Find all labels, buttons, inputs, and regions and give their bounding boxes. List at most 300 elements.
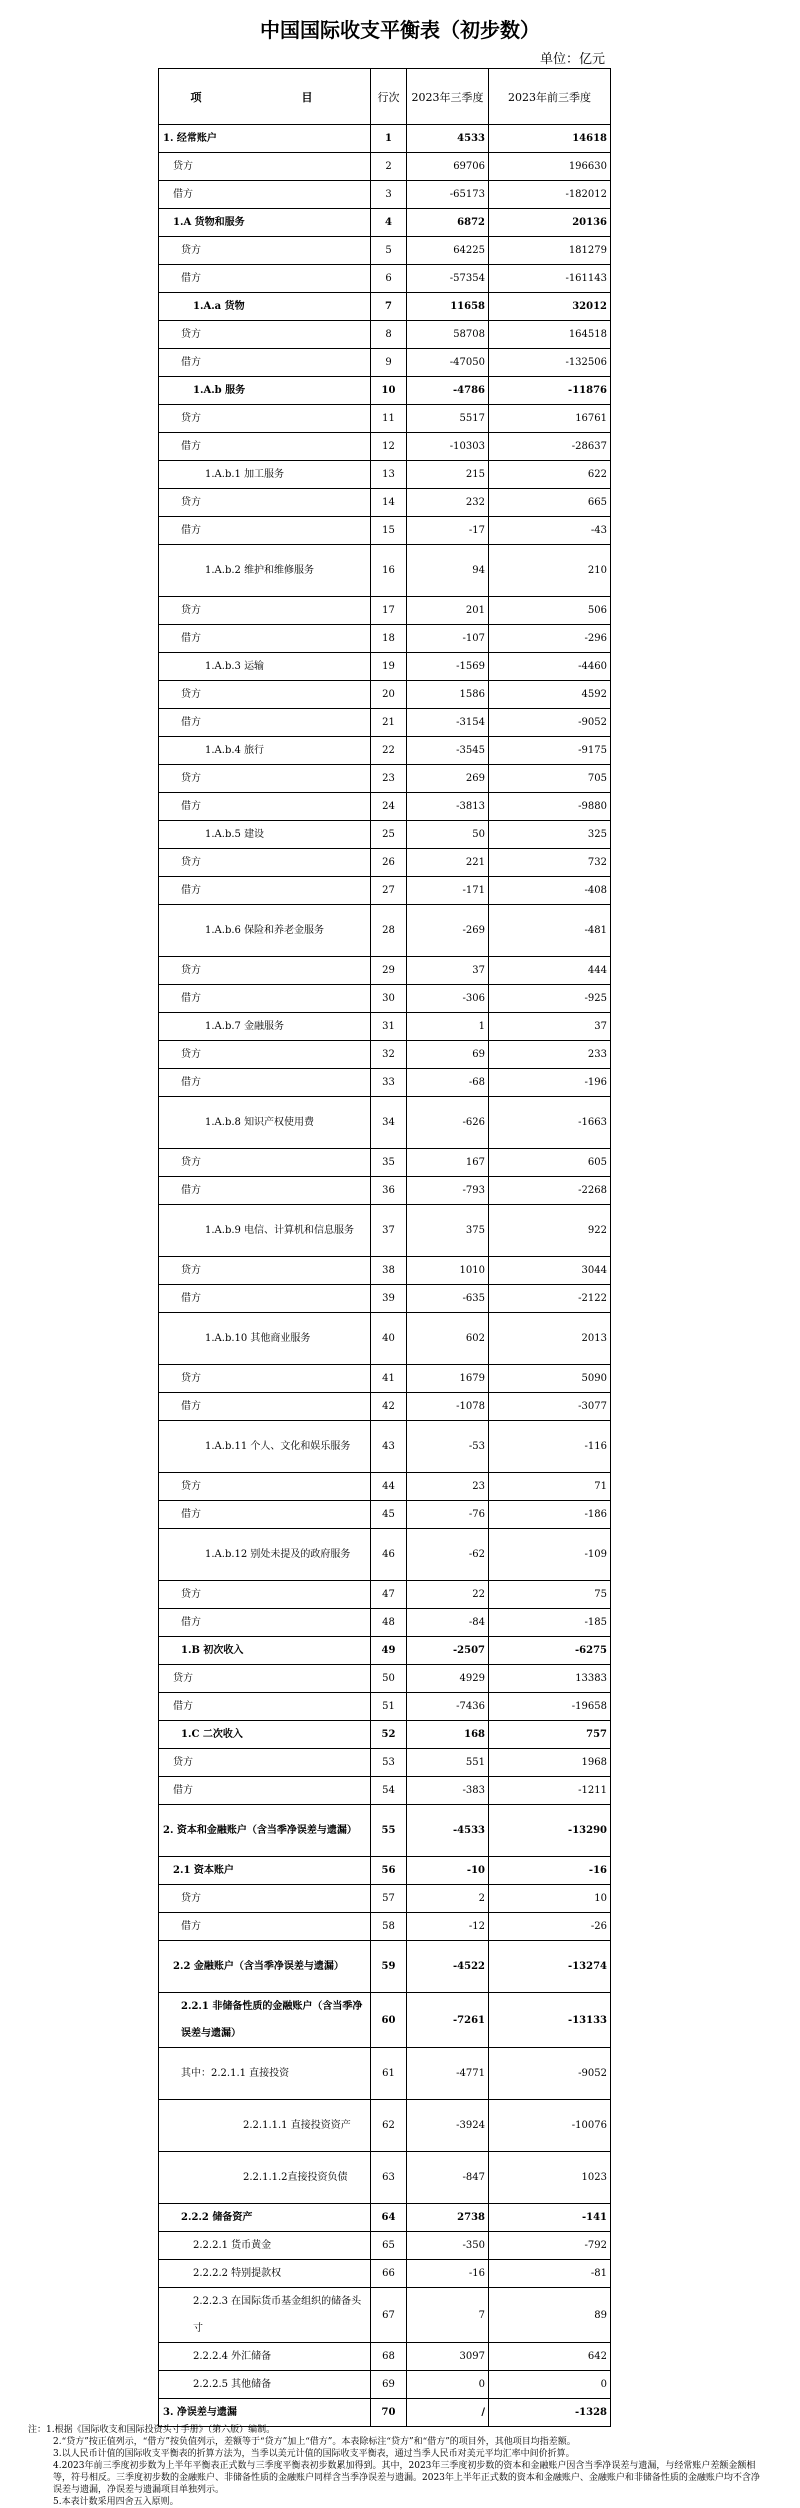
row-q3-value: 94 <box>407 545 489 597</box>
row-line: 56 <box>371 1857 407 1885</box>
row-ytd-value: -28637 <box>489 433 611 461</box>
row-ytd-value: 5090 <box>489 1365 611 1393</box>
row-label: 贷方 <box>159 1365 371 1393</box>
table-row <box>159 2371 611 2399</box>
row-ytd-value: 0 <box>489 2371 611 2399</box>
row-ytd-value: -185 <box>489 1609 611 1637</box>
table-row <box>159 1149 611 1177</box>
table-row <box>159 209 611 237</box>
row-label: 1.A.b.12 别处未提及的政府服务 <box>159 1529 371 1581</box>
row-ytd-value: -11876 <box>489 377 611 405</box>
table-row <box>159 1913 611 1941</box>
row-ytd-value: -1328 <box>489 2399 611 2427</box>
table-row <box>159 293 611 321</box>
row-q3-value: -7436 <box>407 1693 489 1721</box>
row-line: 54 <box>371 1777 407 1805</box>
row-line: 18 <box>371 625 407 653</box>
table-row <box>159 877 611 905</box>
table-row <box>159 181 611 209</box>
table-row <box>159 1393 611 1421</box>
row-label: 1.A.b.4 旅行 <box>159 737 371 765</box>
row-label: 贷方 <box>159 489 371 517</box>
row-ytd-value: 1968 <box>489 1749 611 1777</box>
row-line: 61 <box>371 2048 407 2100</box>
row-line: 43 <box>371 1421 407 1473</box>
table-row <box>159 1285 611 1313</box>
table-row <box>159 1205 611 1257</box>
row-ytd-value: -182012 <box>489 181 611 209</box>
table-row <box>159 1693 611 1721</box>
row-q3-value: 221 <box>407 849 489 877</box>
table-row <box>159 1529 611 1581</box>
row-label: 2.2.2 储备资产 <box>159 2204 371 2232</box>
row-ytd-value: 32012 <box>489 293 611 321</box>
row-ytd-value: 10 <box>489 1885 611 1913</box>
row-line: 17 <box>371 597 407 625</box>
row-line: 13 <box>371 461 407 489</box>
row-ytd-value: -3077 <box>489 1393 611 1421</box>
row-q3-value: -3545 <box>407 737 489 765</box>
row-ytd-value: -196 <box>489 1069 611 1097</box>
row-line: 34 <box>371 1097 407 1149</box>
row-q3-value: -1569 <box>407 653 489 681</box>
row-label: 借方 <box>159 1913 371 1941</box>
header-ytd: 2023年前三季度 <box>489 69 611 125</box>
row-line: 49 <box>371 1637 407 1665</box>
row-ytd-value: -296 <box>489 625 611 653</box>
row-label: 借方 <box>159 793 371 821</box>
row-label: 贷方 <box>159 849 371 877</box>
table-body <box>159 125 611 2427</box>
row-q3-value: 1679 <box>407 1365 489 1393</box>
row-ytd-value: -6275 <box>489 1637 611 1665</box>
row-line: 12 <box>371 433 407 461</box>
row-label: 贷方 <box>159 321 371 349</box>
table-row <box>159 377 611 405</box>
page-title: 中国国际收支平衡表（初步数） <box>260 18 540 42</box>
row-ytd-value: 705 <box>489 765 611 793</box>
row-q3-value: 3097 <box>407 2343 489 2371</box>
row-ytd-value: 757 <box>489 1721 611 1749</box>
table-row <box>159 405 611 433</box>
row-ytd-value: -9880 <box>489 793 611 821</box>
row-line: 21 <box>371 709 407 737</box>
row-q3-value: 168 <box>407 1721 489 1749</box>
row-ytd-value: 14618 <box>489 125 611 153</box>
row-ytd-value: -2122 <box>489 1285 611 1313</box>
row-q3-value: -68 <box>407 1069 489 1097</box>
row-q3-value: 50 <box>407 821 489 849</box>
footnotes <box>28 2424 768 2508</box>
row-label: 其中：2.2.1.1 直接投资 <box>159 2048 371 2100</box>
table-row <box>159 2288 611 2343</box>
table-header-row <box>159 69 611 125</box>
row-q3-value: 4533 <box>407 125 489 153</box>
row-q3-value: -10303 <box>407 433 489 461</box>
row-line: 20 <box>371 681 407 709</box>
row-q3-value: 602 <box>407 1313 489 1365</box>
row-ytd-value: -792 <box>489 2232 611 2260</box>
row-ytd-value: -13133 <box>489 1993 611 2048</box>
row-line: 4 <box>371 209 407 237</box>
row-line: 53 <box>371 1749 407 1777</box>
table-row <box>159 433 611 461</box>
table-row <box>159 2204 611 2232</box>
row-line: 22 <box>371 737 407 765</box>
row-ytd-value: 732 <box>489 849 611 877</box>
row-line: 44 <box>371 1473 407 1501</box>
row-q3-value: -2507 <box>407 1637 489 1665</box>
row-ytd-value: -141 <box>489 2204 611 2232</box>
table-row <box>159 1777 611 1805</box>
row-q3-value: 69 <box>407 1041 489 1069</box>
row-q3-value: 232 <box>407 489 489 517</box>
row-label: 2. 资本和金融账户（含当季净误差与遗漏） <box>159 1805 371 1857</box>
row-line: 28 <box>371 905 407 957</box>
table-row <box>159 597 611 625</box>
row-ytd-value: -10076 <box>489 2100 611 2152</box>
row-label: 1. 经常账户 <box>159 125 371 153</box>
row-q3-value: -47050 <box>407 349 489 377</box>
row-label: 借方 <box>159 1069 371 1097</box>
row-q3-value: / <box>407 2399 489 2427</box>
row-q3-value: 2 <box>407 1885 489 1913</box>
row-line: 6 <box>371 265 407 293</box>
table-row <box>159 237 611 265</box>
table-row <box>159 1637 611 1665</box>
table-row <box>159 1313 611 1365</box>
row-q3-value: 69706 <box>407 153 489 181</box>
row-label: 1.A.b.7 金融服务 <box>159 1013 371 1041</box>
table-row <box>159 1749 611 1777</box>
table-row <box>159 2399 611 2427</box>
row-label: 借方 <box>159 1693 371 1721</box>
row-q3-value: 201 <box>407 597 489 625</box>
row-label: 贷方 <box>159 1473 371 1501</box>
row-label: 1.A.b 服务 <box>159 377 371 405</box>
row-line: 62 <box>371 2100 407 2152</box>
row-q3-value: 1586 <box>407 681 489 709</box>
row-line: 68 <box>371 2343 407 2371</box>
row-q3-value: -626 <box>407 1097 489 1149</box>
footnote: 注：1.根据《国际收支和国际投资头寸手册》（第六版）编制。 <box>28 2425 276 2435</box>
table-row <box>159 321 611 349</box>
row-ytd-value: 622 <box>489 461 611 489</box>
row-label: 借方 <box>159 1285 371 1313</box>
row-line: 57 <box>371 1885 407 1913</box>
row-label: 借方 <box>159 1609 371 1637</box>
table-row <box>159 1041 611 1069</box>
table-row <box>159 1609 611 1637</box>
row-line: 47 <box>371 1581 407 1609</box>
footnote: 4.2023年前三季度初步数为上半年平衡表正式数与三季度平衡表初步数累加得到。其中，2023年三季度初步数的资本和金融账户因含当季净误差与遗漏，与经常账户差额金额相等，符号相反。三季度初步数的金融账户、非储备性质的金融账户同样含当季净误差与遗漏。2023年上半年正式数的资本和金融账户、金融账户和非储备性质的金融账户均不含净误差与遗漏，净误差与遗漏项目单独列示。 <box>53 2461 760 2495</box>
row-ytd-value: -16 <box>489 1857 611 1885</box>
row-q3-value: -65173 <box>407 181 489 209</box>
row-line: 64 <box>371 2204 407 2232</box>
row-ytd-value: 665 <box>489 489 611 517</box>
row-ytd-value: 325 <box>489 821 611 849</box>
row-q3-value: -1078 <box>407 1393 489 1421</box>
row-ytd-value: -81 <box>489 2260 611 2288</box>
row-line: 16 <box>371 545 407 597</box>
row-label: 贷方 <box>159 957 371 985</box>
row-label: 贷方 <box>159 1257 371 1285</box>
row-label: 贷方 <box>159 765 371 793</box>
row-line: 7 <box>371 293 407 321</box>
row-ytd-value: 506 <box>489 597 611 625</box>
row-q3-value: 23 <box>407 1473 489 1501</box>
table-row <box>159 625 611 653</box>
row-label: 1.A.a 货物 <box>159 293 371 321</box>
row-ytd-value: -9052 <box>489 709 611 737</box>
row-q3-value: -269 <box>407 905 489 957</box>
row-line: 2 <box>371 153 407 181</box>
row-q3-value: 5517 <box>407 405 489 433</box>
table-row <box>159 265 611 293</box>
row-label: 1.A.b.5 建设 <box>159 821 371 849</box>
row-ytd-value: -26 <box>489 1913 611 1941</box>
row-ytd-value: 20136 <box>489 209 611 237</box>
footnote: 5.本表计数采用四舍五入原则。 <box>53 2497 179 2507</box>
table-row <box>159 957 611 985</box>
row-label: 借方 <box>159 433 371 461</box>
table-row <box>159 709 611 737</box>
row-label: 贷方 <box>159 597 371 625</box>
row-ytd-value: -13274 <box>489 1941 611 1993</box>
row-label: 2.2.2.1 货币黄金 <box>159 2232 371 2260</box>
table-row <box>159 2048 611 2100</box>
row-label: 1.C 二次收入 <box>159 1721 371 1749</box>
unit-label: 单位：亿元 <box>540 52 606 67</box>
row-ytd-value: 89 <box>489 2288 611 2343</box>
row-label: 2.2.2.5 其他储备 <box>159 2371 371 2399</box>
row-q3-value: 1 <box>407 1013 489 1041</box>
table-row <box>159 461 611 489</box>
row-line: 50 <box>371 1665 407 1693</box>
row-line: 59 <box>371 1941 407 1993</box>
row-line: 40 <box>371 1313 407 1365</box>
row-label: 1.A.b.10 其他商业服务 <box>159 1313 371 1365</box>
row-ytd-value: -116 <box>489 1421 611 1473</box>
row-q3-value: -847 <box>407 2152 489 2204</box>
row-label: 1.A 货物和服务 <box>159 209 371 237</box>
row-label: 借方 <box>159 517 371 545</box>
table-row <box>159 681 611 709</box>
row-label: 借方 <box>159 181 371 209</box>
row-line: 5 <box>371 237 407 265</box>
row-label: 贷方 <box>159 1665 371 1693</box>
row-ytd-value: -19658 <box>489 1693 611 1721</box>
row-ytd-value: -4460 <box>489 653 611 681</box>
table-row <box>159 985 611 1013</box>
row-line: 26 <box>371 849 407 877</box>
table-row <box>159 1501 611 1529</box>
table-row <box>159 125 611 153</box>
table-row <box>159 1097 611 1149</box>
row-q3-value: -10 <box>407 1857 489 1885</box>
row-line: 63 <box>371 2152 407 2204</box>
row-label: 2.2.1 非储备性质的金融账户（含当季净误差与遗漏） <box>159 1993 371 2048</box>
row-ytd-value: -408 <box>489 877 611 905</box>
row-line: 8 <box>371 321 407 349</box>
row-line: 67 <box>371 2288 407 2343</box>
row-q3-value: 4929 <box>407 1665 489 1693</box>
row-q3-value: -635 <box>407 1285 489 1313</box>
row-q3-value: 64225 <box>407 237 489 265</box>
table-row <box>159 1857 611 1885</box>
row-q3-value: -76 <box>407 1501 489 1529</box>
row-label: 1.A.b.11 个人、文化和娱乐服务 <box>159 1421 371 1473</box>
row-q3-value: 167 <box>407 1149 489 1177</box>
row-ytd-value: -2268 <box>489 1177 611 1205</box>
row-q3-value: -793 <box>407 1177 489 1205</box>
row-line: 37 <box>371 1205 407 1257</box>
table-row <box>159 349 611 377</box>
row-ytd-value: 2013 <box>489 1313 611 1365</box>
row-label: 1.A.b.2 维护和维修服务 <box>159 545 371 597</box>
table-row <box>159 517 611 545</box>
row-q3-value: 11658 <box>407 293 489 321</box>
row-q3-value: -16 <box>407 2260 489 2288</box>
row-line: 46 <box>371 1529 407 1581</box>
row-label: 3. 净误差与遗漏 <box>159 2399 371 2427</box>
table-row <box>159 489 611 517</box>
row-label: 2.2.1.1.2直接投资负债 <box>159 2152 371 2204</box>
row-q3-value: -3813 <box>407 793 489 821</box>
row-ytd-value: -161143 <box>489 265 611 293</box>
row-q3-value: 269 <box>407 765 489 793</box>
row-line: 30 <box>371 985 407 1013</box>
table-row <box>159 2260 611 2288</box>
row-label: 借方 <box>159 985 371 1013</box>
table-row <box>159 821 611 849</box>
row-label: 贷方 <box>159 1581 371 1609</box>
row-ytd-value: 181279 <box>489 237 611 265</box>
table-row <box>159 545 611 597</box>
table-row <box>159 849 611 877</box>
table-row <box>159 1421 611 1473</box>
row-ytd-value: -1663 <box>489 1097 611 1149</box>
row-label: 贷方 <box>159 237 371 265</box>
row-ytd-value: 37 <box>489 1013 611 1041</box>
row-q3-value: 551 <box>407 1749 489 1777</box>
table-row <box>159 1581 611 1609</box>
row-ytd-value: 1023 <box>489 2152 611 2204</box>
row-q3-value: -7261 <box>407 1993 489 2048</box>
row-label: 1.B 初次收入 <box>159 1637 371 1665</box>
row-ytd-value: -9052 <box>489 2048 611 2100</box>
row-label: 借方 <box>159 1501 371 1529</box>
row-label: 借方 <box>159 1177 371 1205</box>
row-line: 39 <box>371 1285 407 1313</box>
row-line: 15 <box>371 517 407 545</box>
table-row <box>159 1257 611 1285</box>
row-q3-value: 375 <box>407 1205 489 1257</box>
row-line: 27 <box>371 877 407 905</box>
row-line: 19 <box>371 653 407 681</box>
row-label: 2.2 金融账户（含当季净误差与遗漏） <box>159 1941 371 1993</box>
row-label: 1.A.b.1 加工服务 <box>159 461 371 489</box>
row-ytd-value: -9175 <box>489 737 611 765</box>
row-q3-value: -62 <box>407 1529 489 1581</box>
row-q3-value: 2738 <box>407 2204 489 2232</box>
row-ytd-value: 16761 <box>489 405 611 433</box>
table-row <box>159 1805 611 1857</box>
table-row <box>159 1885 611 1913</box>
row-label: 贷方 <box>159 681 371 709</box>
row-label: 借方 <box>159 625 371 653</box>
row-line: 60 <box>371 1993 407 2048</box>
table-row <box>159 653 611 681</box>
header-item: 项 目 <box>159 69 371 125</box>
row-label: 1.A.b.3 运输 <box>159 653 371 681</box>
row-q3-value: -84 <box>407 1609 489 1637</box>
row-q3-value: 0 <box>407 2371 489 2399</box>
row-ytd-value: -186 <box>489 1501 611 1529</box>
row-line: 45 <box>371 1501 407 1529</box>
table-row <box>159 1941 611 1993</box>
row-label: 2.2.2.2 特别提款权 <box>159 2260 371 2288</box>
row-q3-value: -53 <box>407 1421 489 1473</box>
table-row <box>159 905 611 957</box>
row-ytd-value: 922 <box>489 1205 611 1257</box>
footnote: 3.以人民币计值的国际收支平衡表的折算方法为，当季以美元计值的国际收支平衡表，通过当季人民币对美元平均汇率中间价折算。 <box>53 2449 575 2459</box>
row-label: 2.2.2.3 在国际货币基金组织的储备头寸 <box>159 2288 371 2343</box>
row-label: 借方 <box>159 709 371 737</box>
row-q3-value: -350 <box>407 2232 489 2260</box>
table-row <box>159 153 611 181</box>
row-label: 1.A.b.6 保险和养老金服务 <box>159 905 371 957</box>
row-ytd-value: 164518 <box>489 321 611 349</box>
row-q3-value: -4786 <box>407 377 489 405</box>
row-line: 9 <box>371 349 407 377</box>
row-line: 51 <box>371 1693 407 1721</box>
row-ytd-value: 605 <box>489 1149 611 1177</box>
table-row <box>159 793 611 821</box>
row-label: 借方 <box>159 1777 371 1805</box>
row-label: 贷方 <box>159 1041 371 1069</box>
table-row <box>159 1177 611 1205</box>
row-label: 借方 <box>159 1393 371 1421</box>
row-line: 25 <box>371 821 407 849</box>
row-line: 11 <box>371 405 407 433</box>
row-ytd-value: 13383 <box>489 1665 611 1693</box>
row-q3-value: 1010 <box>407 1257 489 1285</box>
row-ytd-value: -132506 <box>489 349 611 377</box>
row-label: 借方 <box>159 265 371 293</box>
row-line: 48 <box>371 1609 407 1637</box>
row-label: 1.A.b.8 知识产权使用费 <box>159 1097 371 1149</box>
table-row <box>159 2100 611 2152</box>
row-ytd-value: 233 <box>489 1041 611 1069</box>
row-ytd-value: -13290 <box>489 1805 611 1857</box>
row-label: 借方 <box>159 877 371 905</box>
bop-table <box>158 68 611 2427</box>
row-q3-value: -107 <box>407 625 489 653</box>
table-row <box>159 1665 611 1693</box>
table-row <box>159 1013 611 1041</box>
table-row <box>159 1069 611 1097</box>
table-row <box>159 2152 611 2204</box>
row-ytd-value: 210 <box>489 545 611 597</box>
header-line: 行次 <box>371 69 407 125</box>
header-q3: 2023年三季度 <box>407 69 489 125</box>
row-line: 1 <box>371 125 407 153</box>
row-line: 69 <box>371 2371 407 2399</box>
row-line: 33 <box>371 1069 407 1097</box>
row-line: 55 <box>371 1805 407 1857</box>
row-ytd-value: -481 <box>489 905 611 957</box>
